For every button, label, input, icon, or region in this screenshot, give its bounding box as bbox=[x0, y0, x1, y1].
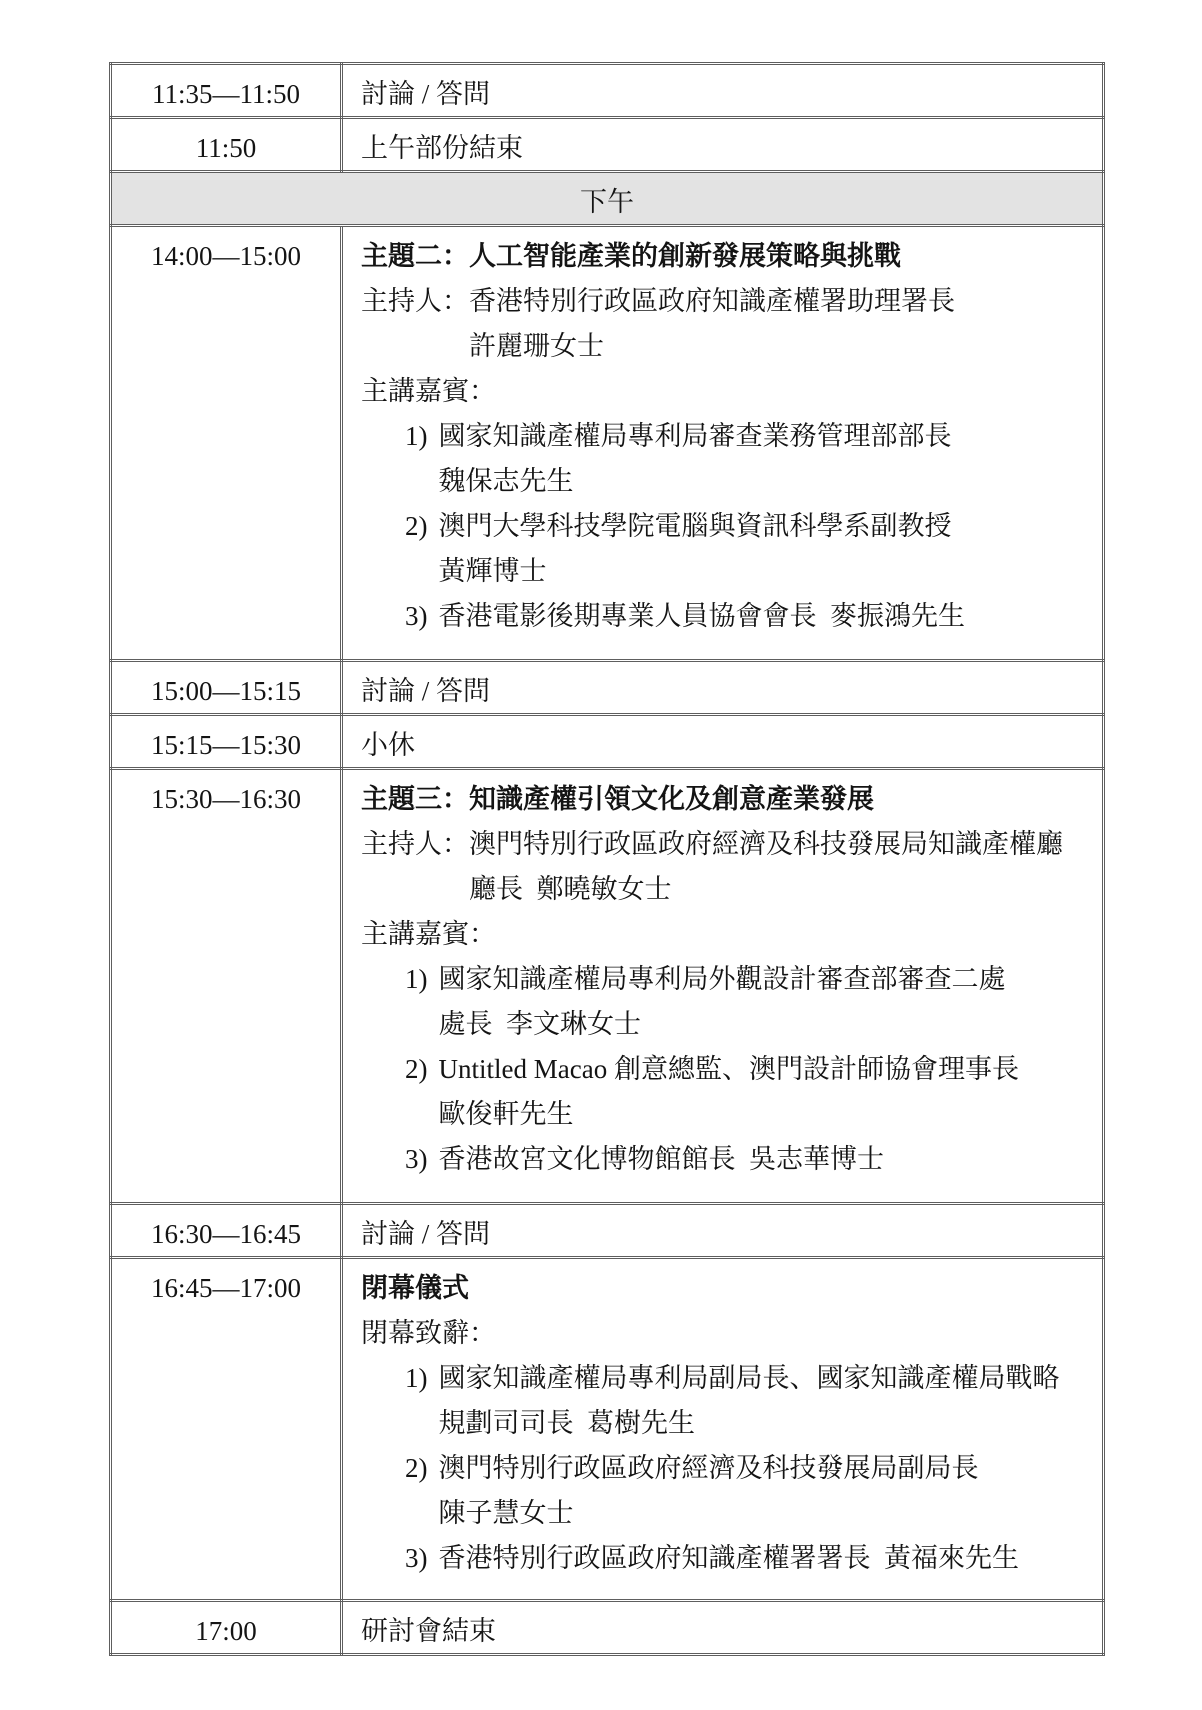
item-line: 香港電影後期專業人員協會會長 麥振鴻先生 bbox=[438, 601, 965, 631]
activity-cell bbox=[342, 64, 1104, 118]
speaker-item bbox=[405, 1047, 1098, 1137]
speakers-label: 主講嘉賓： bbox=[361, 376, 496, 406]
section-header-cell bbox=[111, 172, 1104, 226]
item-line: 國家知識產權局專利局外觀設計審查部審查二處 bbox=[438, 964, 1006, 994]
speaker-item bbox=[405, 1137, 1098, 1182]
closing-speaker-item bbox=[405, 1446, 1098, 1536]
schedule-table bbox=[109, 62, 1105, 1656]
section-header-text: 下午 bbox=[580, 187, 634, 217]
schedule-row bbox=[111, 1601, 1104, 1655]
item-line: 香港特別行政區政府知識產權署署長 黃福來先生 bbox=[438, 1543, 1019, 1573]
closing-speaker-item bbox=[405, 1356, 1098, 1446]
closing-row bbox=[111, 1258, 1104, 1601]
session-title: 主題二：人工智能產業的創新發展策略與挑戰 bbox=[361, 241, 901, 271]
closing-cell bbox=[342, 1258, 1104, 1601]
session-cell bbox=[342, 226, 1104, 661]
item-number: 1) bbox=[405, 964, 428, 994]
time-text: 11:35—11:50 bbox=[152, 79, 300, 109]
schedule-row bbox=[111, 118, 1104, 172]
activity-text: 研討會結束 bbox=[361, 1616, 496, 1646]
time-text: 16:30—16:45 bbox=[150, 1219, 301, 1249]
item-line: 魏保志先生 bbox=[438, 466, 574, 496]
item-line: 處長 李文琳女士 bbox=[438, 1009, 641, 1039]
time-text: 14:00—15:00 bbox=[150, 241, 301, 271]
activity-cell bbox=[342, 1601, 1104, 1655]
time-text: 11:50 bbox=[195, 133, 257, 163]
time-cell bbox=[111, 1204, 342, 1258]
schedule-row bbox=[111, 715, 1104, 769]
host-label: 主持人： bbox=[361, 286, 469, 316]
host-line: 廳長 鄭曉敏女士 bbox=[469, 874, 672, 904]
closing-title: 閉幕儀式 bbox=[361, 1273, 469, 1303]
time-text: 17:00 bbox=[195, 1616, 257, 1646]
time-cell bbox=[111, 1258, 342, 1601]
item-number: 1) bbox=[405, 421, 428, 451]
host-line: 許麗珊女士 bbox=[469, 331, 604, 361]
item-line: 黃輝博士 bbox=[438, 556, 547, 586]
item-number: 1) bbox=[405, 1363, 428, 1393]
item-number: 3) bbox=[405, 601, 428, 631]
item-number: 3) bbox=[405, 1144, 428, 1174]
time-text: 15:30—16:30 bbox=[150, 784, 301, 814]
time-text: 15:15—15:30 bbox=[150, 730, 301, 760]
closing-remarks-label: 閉幕致辭： bbox=[361, 1318, 496, 1348]
session-cell bbox=[342, 769, 1104, 1204]
item-line: 陳子慧女士 bbox=[438, 1498, 574, 1528]
session-row bbox=[111, 769, 1104, 1204]
host-label: 主持人： bbox=[361, 829, 469, 859]
activity-cell bbox=[342, 1204, 1104, 1258]
item-line: Untitled Macao 創意總監、澳門設計師協會理事長 bbox=[438, 1054, 1019, 1084]
time-cell bbox=[111, 226, 342, 661]
session-row bbox=[111, 226, 1104, 661]
activity-cell bbox=[342, 715, 1104, 769]
section-row bbox=[111, 172, 1104, 226]
time-text: 15:00—15:15 bbox=[150, 676, 301, 706]
session-host bbox=[361, 822, 1098, 912]
item-number: 3) bbox=[405, 1543, 428, 1573]
time-cell bbox=[111, 769, 342, 1204]
schedule-row bbox=[111, 661, 1104, 715]
item-line: 國家知識產權局專利局審查業務管理部部長 bbox=[438, 421, 952, 451]
item-line: 香港故宮文化博物館館長 吳志華博士 bbox=[438, 1144, 884, 1174]
item-line: 規劃司司長 葛樹先生 bbox=[438, 1408, 695, 1438]
host-line: 香港特別行政區政府知識產權署助理署長 bbox=[469, 286, 955, 316]
activity-text: 討論 / 答問 bbox=[361, 1219, 491, 1249]
host-line: 澳門特別行政區政府經濟及科技發展局知識產權廳 bbox=[469, 829, 1063, 859]
activity-text: 討論 / 答問 bbox=[361, 79, 491, 109]
schedule-row bbox=[111, 64, 1104, 118]
speaker-item bbox=[405, 957, 1098, 1047]
activity-text: 小休 bbox=[361, 730, 415, 760]
closing-speaker-item bbox=[405, 1536, 1098, 1581]
time-cell bbox=[111, 64, 342, 118]
schedule-row bbox=[111, 1204, 1104, 1258]
item-number: 2) bbox=[405, 1453, 428, 1483]
activity-cell bbox=[342, 118, 1104, 172]
speaker-item bbox=[405, 594, 1098, 639]
time-cell bbox=[111, 715, 342, 769]
session-host bbox=[361, 279, 1098, 369]
item-number: 2) bbox=[405, 511, 428, 541]
time-cell bbox=[111, 661, 342, 715]
session-title: 主題三：知識產權引領文化及創意產業發展 bbox=[361, 784, 874, 814]
item-line: 澳門大學科技學院電腦與資訊科學系副教授 bbox=[438, 511, 952, 541]
time-cell bbox=[111, 1601, 342, 1655]
item-line: 澳門特別行政區政府經濟及科技發展局副局長 bbox=[438, 1453, 979, 1483]
item-number: 2) bbox=[405, 1054, 428, 1084]
activity-cell bbox=[342, 661, 1104, 715]
activity-text: 上午部份結束 bbox=[361, 133, 523, 163]
speakers-label: 主講嘉賓： bbox=[361, 919, 496, 949]
item-line: 國家知識產權局專利局副局長、國家知識產權局戰略 bbox=[438, 1363, 1060, 1393]
speaker-item bbox=[405, 414, 1098, 504]
speaker-item bbox=[405, 504, 1098, 594]
item-line: 歐俊軒先生 bbox=[438, 1099, 574, 1129]
time-text: 16:45—17:00 bbox=[150, 1273, 301, 1303]
time-cell bbox=[111, 118, 342, 172]
activity-text: 討論 / 答問 bbox=[361, 676, 491, 706]
